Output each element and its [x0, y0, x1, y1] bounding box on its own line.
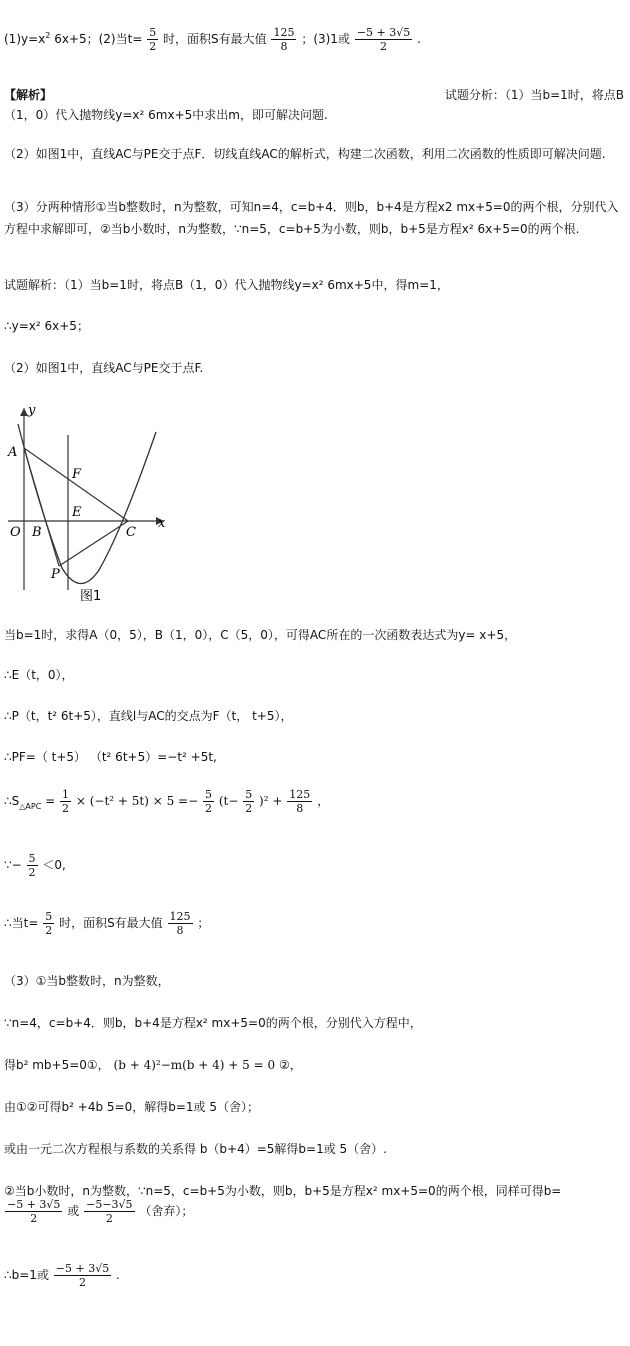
label-a: A — [8, 445, 18, 460]
solution-11: （3）①当b整数时，n为整数， — [4, 974, 170, 988]
fraction: $\frac{-5-3√5}{2}$ — [86, 1198, 133, 1225]
y-axis-arrow — [20, 408, 28, 416]
label-e: E — [72, 505, 82, 520]
solution-15: 或由一元二次方程根与系数的关系得 b（b+4）=5解得b=1或 5（舍）. — [4, 1142, 388, 1156]
fraction: $\frac{5}{2}$ — [245, 788, 253, 815]
line-pc — [59, 521, 128, 566]
answer-line: $(1)y=x^2$ 6x+5；(2)当t= $\frac{5}{2}$ 时，面积S有最大值 $\frac{125}{8}$ ；(3)1或 $\frac{-5 + 3√5}{2}$ . — [4, 26, 421, 53]
fraction: $\frac{5}{2}$ — [45, 910, 53, 937]
answer-part-2: 6x+5；(2)当t= — [54, 32, 143, 46]
solution-18: ∴b=1或 $\frac{-5 + 3√5}{2}$ . — [4, 1262, 120, 1289]
fraction: $\frac{1}{2}$ — [62, 788, 70, 815]
fraction: $\frac{5}{2}$ — [28, 852, 36, 879]
line-ap — [24, 448, 59, 566]
analysis-3: （3）分两种情形①当b整数时，n为整数，可知n=4，c=b+4．则b，b+4是方程x2 mx+5=0的两个根，分别代入方程中求解即可，②当b小数时，n为整数，∵n=5，c=b+5为小数，则b，b+5是方程x² 6x+5=0的两个根. — [4, 200, 619, 236]
analysis-1: （1，0）代入抛物线y=x² 6mx+5中求出m，即可解决问题. — [4, 108, 328, 122]
figure-caption: 图1 — [80, 589, 102, 604]
label-f: F — [72, 467, 82, 482]
label-y: y — [28, 403, 36, 418]
analysis-2: （2）如图1中，直线AC与PE交于点F．切线直线AC的解析式，构建二次函数，利用二次函数的性质即可解决问题. — [4, 147, 606, 161]
solution-2: ∴y=x² 6x+5； — [4, 319, 89, 333]
solution-9: ∵− $\frac{5}{2}$ ＜0, — [4, 852, 66, 879]
solution-7: ∴PF=（ t+5） （t² 6t+5）=−t² +5t, — [4, 750, 217, 764]
label-b: B — [32, 525, 42, 540]
label-p: P — [51, 567, 60, 582]
fraction: $\frac{-5 + 3√5}{2}$ — [356, 26, 411, 53]
fraction: $\frac{5}{2}$ — [205, 788, 212, 815]
solution-6: ∴P（t，t² 6t+5），直线l与AC的交点为F（t， t+5）， — [4, 709, 293, 723]
answer-part-1: (1)y=x — [4, 32, 46, 46]
solution-5: ∴E（t，0）， — [4, 668, 74, 682]
jiexi-label: 【解析】 — [4, 88, 53, 102]
analysis-title: 试题分析：（1）当b=1时，将点B — [444, 88, 624, 102]
solution-16: ②当b小数时，n为整数，∵n=5，c=b+5为小数，则b，b+5是方程x² mx+5=0的两个根，同样可得b= — [4, 1184, 562, 1198]
answer-part-4: ；(3)1或 — [301, 32, 350, 46]
solution-12: ∵n=4，c=b+4．则b，b+4是方程x² mx+5=0的两个根，分别代入方程中， — [4, 1016, 422, 1030]
label-x: x — [158, 516, 166, 531]
fraction: $\frac{-5 + 3√5}{2}$ — [7, 1198, 61, 1225]
fraction: $\frac{5}{2}$ — [149, 26, 157, 53]
solution-1: 试题解析：（1）当b=1时，将点B（1，0）代入抛物线y=x² 6mx+5中，得m=1， — [4, 278, 449, 292]
answer-part-3: 时，面积S有最大值 — [163, 32, 267, 46]
solution-14: 由①②可得b² +4b 5=0，解得b=1或 5（舍）； — [4, 1100, 259, 1114]
fraction: $\frac{-5 + 3√5}{2}$ — [55, 1262, 110, 1289]
fraction: $\frac{125}{8}$ — [169, 910, 191, 937]
solution-10: ∴当t= $\frac{5}{2}$ 时，面积S有最大值 $\frac{125}{8}$ ； — [4, 910, 210, 937]
fraction: $\frac{125}{8}$ — [273, 26, 295, 53]
label-o: O — [10, 525, 21, 540]
label-c: C — [126, 525, 136, 540]
solution-3: （2）如图1中，直线AC与PE交于点F. — [4, 361, 204, 375]
solution-4: 当b=1时，求得A（0，5），B（1，0），C（5，0），可得AC所在的一次函数表达式为y= x+5， — [4, 628, 517, 642]
fraction: $\frac{125}{8}$ — [289, 788, 311, 815]
figure-1 — [4, 400, 174, 605]
solution-17: $\frac{-5 + 3√5}{2}$ 或 $\frac{-5-3√5}{2}$ （舍弃）； — [7, 1198, 194, 1225]
answer-part-5: . — [417, 32, 421, 46]
parabola — [18, 424, 156, 584]
solution-8: $\therefore S_{\triangle APC}$ = $\frac{1}{2}$ × (−t² + 5t) × 5 =− $\frac{5}{2}$ (t− $\frac{5}{2}$ )² + $\frac{125}{8}$ ， — [4, 788, 330, 815]
solution-13: 得b² mb+5=0①， (b + 4)²−m(b + 4) + 5 = 0 ②， — [4, 1058, 302, 1072]
